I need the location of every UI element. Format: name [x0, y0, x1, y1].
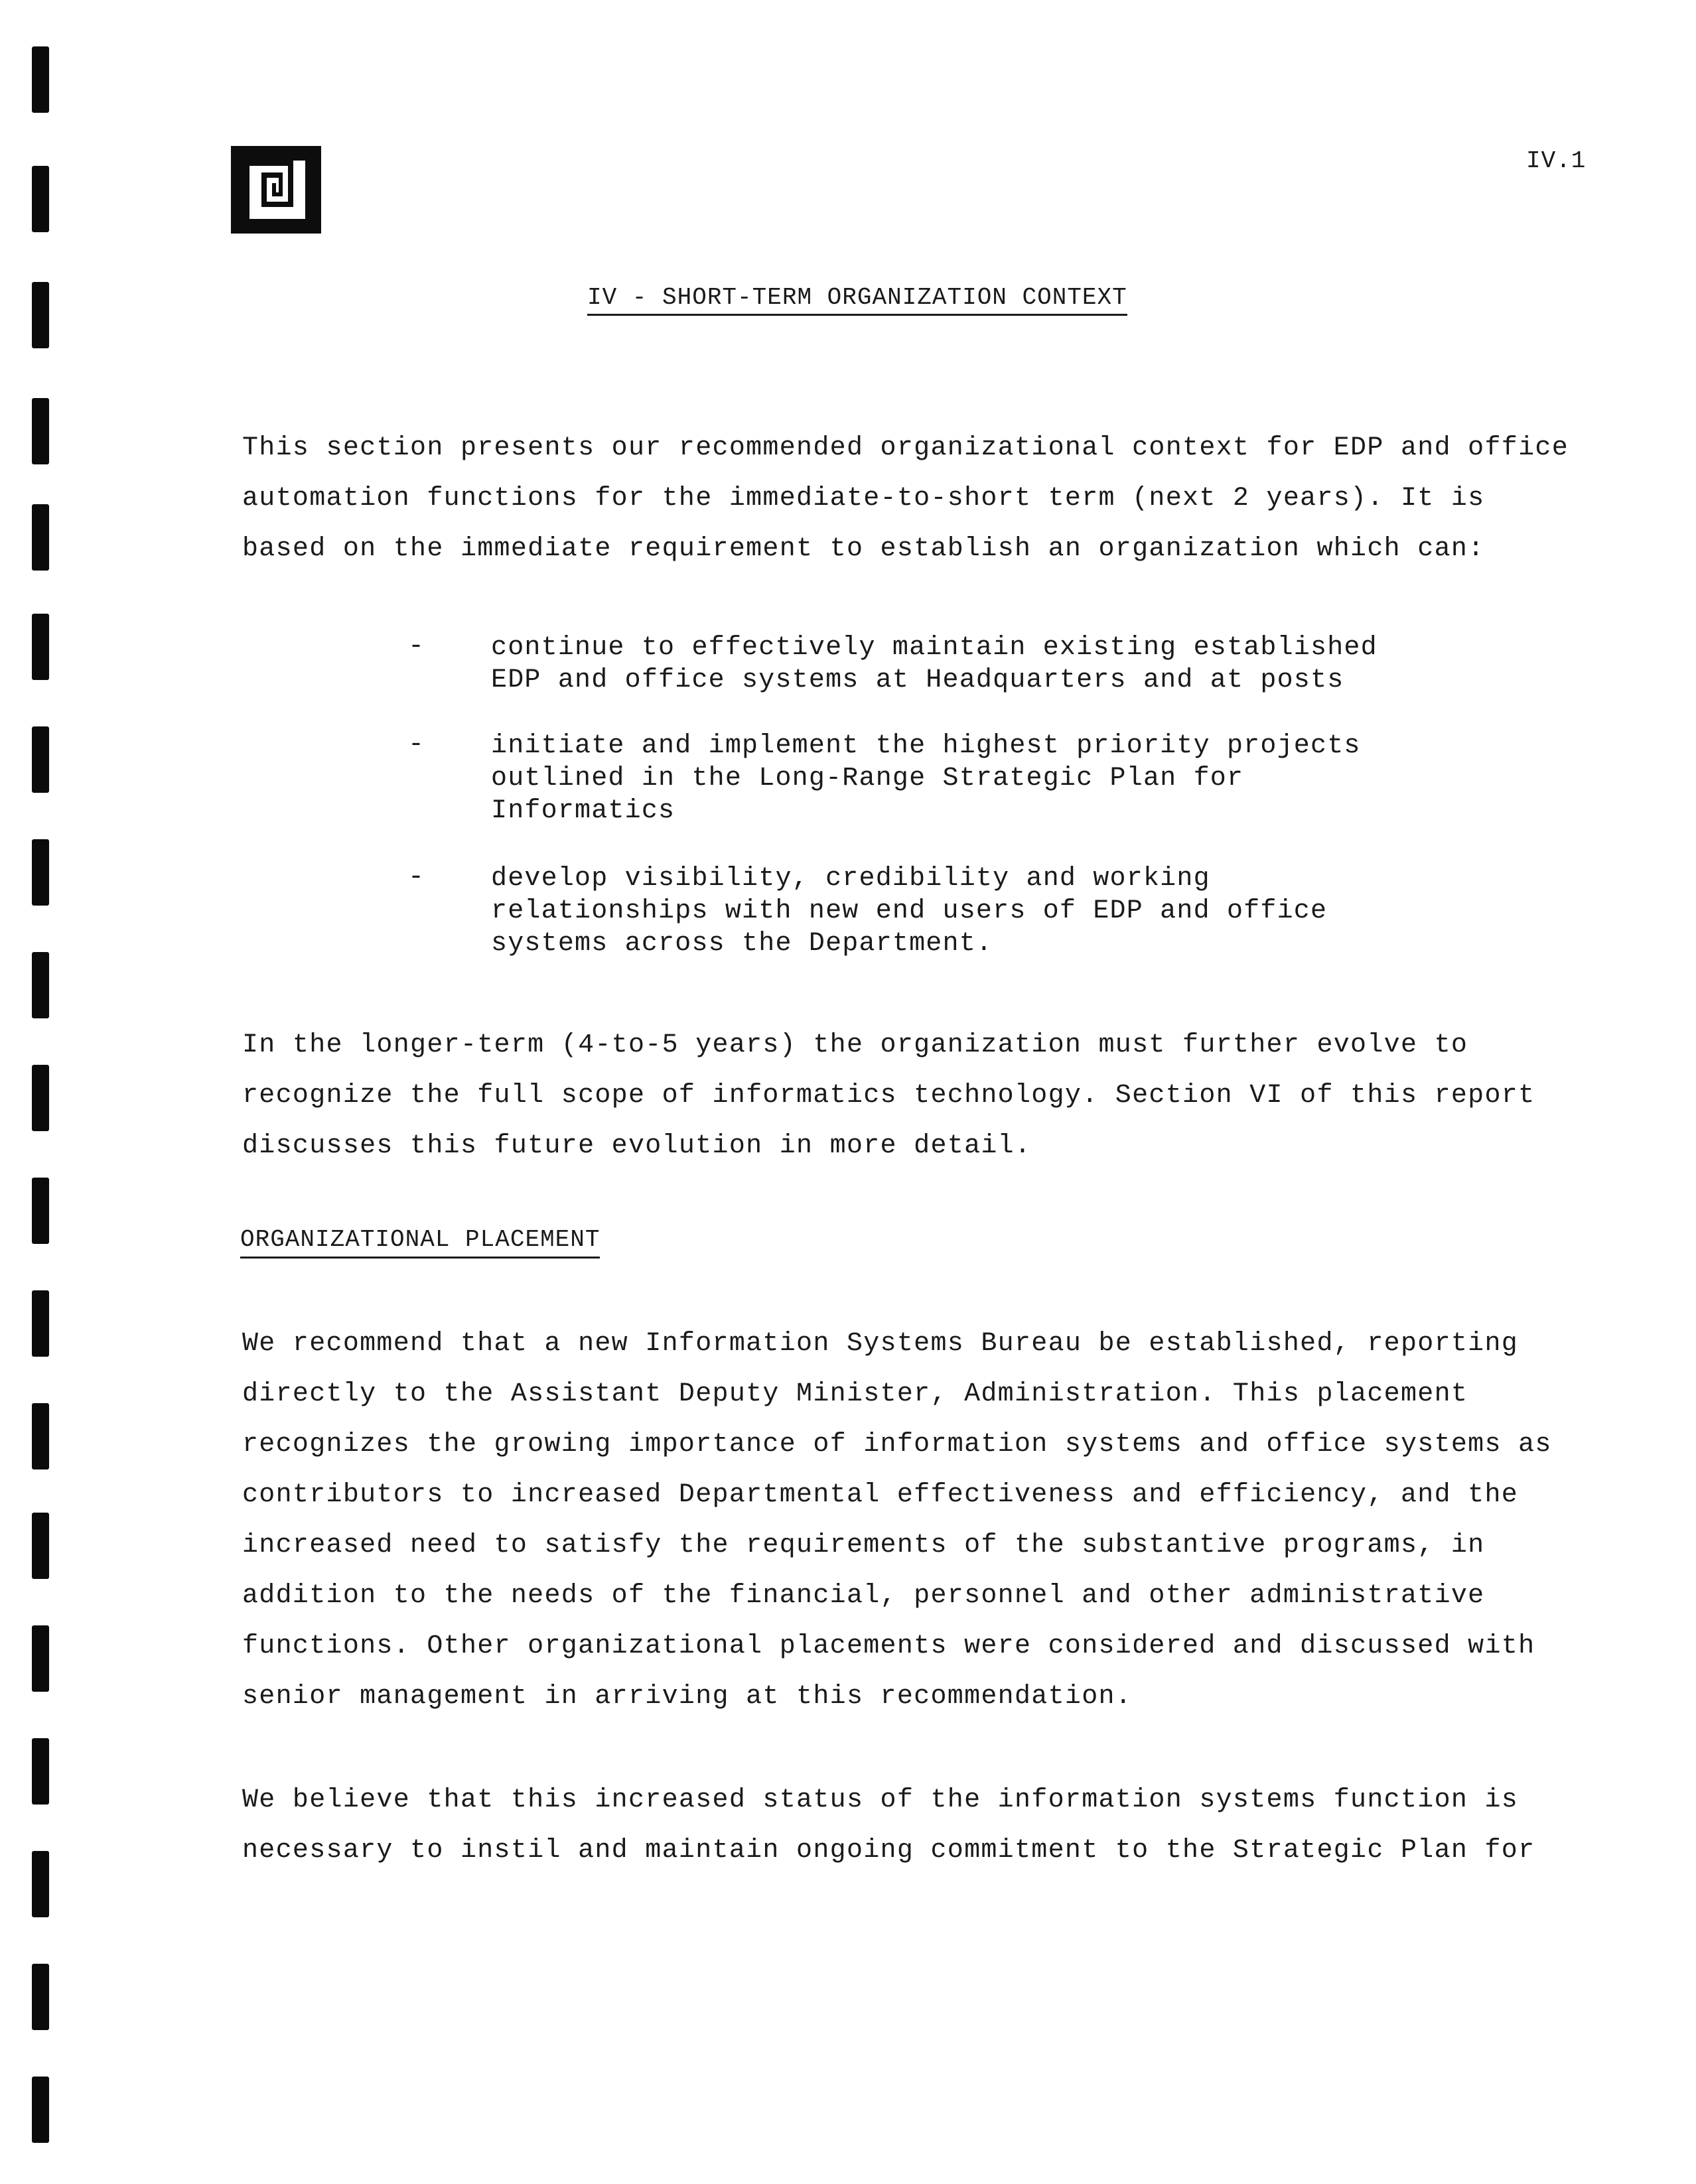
binder-mark	[32, 952, 49, 1018]
section-heading: ORGANIZATIONAL PLACEMENT	[240, 1226, 600, 1259]
bullet-text: continue to effectively maintain existing established EDP and office systems at Headquarters and at posts	[491, 633, 1378, 695]
binder-mark	[32, 2077, 49, 2143]
square-spiral-logo	[231, 146, 321, 234]
binder-mark	[32, 839, 49, 906]
binder-mark	[32, 166, 49, 232]
bullet-text: initiate and implement the highest priority projects outlined in the Long-Range Strategic Plan for Informatics	[491, 731, 1361, 826]
binder-mark	[32, 1964, 49, 2030]
binder-mark	[32, 1065, 49, 1131]
longer-term-paragraph: In the longer-term (4-to-5 years) the organization must further evolve to recognize the full scope of informatics technology. Section VI of this report discusses this future evolution in more detail.	[242, 1030, 1535, 1161]
binder-mark	[32, 614, 49, 680]
binder-mark	[32, 726, 49, 793]
page-title: IV - SHORT-TERM ORGANIZATION CONTEXT	[587, 284, 1127, 316]
intro-paragraph: This section presents our recommended organizational context for EDP and office automation functions for the immediate-to-short term (next 2 years). It is based on the immediate requirement to establish an organization which can:	[242, 433, 1569, 564]
binder-mark	[32, 504, 49, 571]
page-number: IV.1	[1526, 147, 1587, 174]
binder-mark	[32, 282, 49, 348]
binder-mark	[32, 1625, 49, 1692]
binder-mark	[32, 1178, 49, 1244]
bullet-text: develop visibility, credibility and working relationships with new end users of EDP and office systems across the Department.	[491, 864, 1328, 959]
binder-mark	[32, 1513, 49, 1579]
binder-mark	[32, 1290, 49, 1357]
bullet-dash: -	[408, 730, 425, 760]
bullet-dash: -	[408, 632, 425, 661]
binder-mark	[32, 1403, 49, 1469]
binder-mark	[32, 1851, 49, 1917]
binder-mark	[32, 46, 49, 113]
belief-paragraph: We believe that this increased status of the information systems function is necessary to instil and maintain ongoing commitment to the Strategic Plan for	[242, 1785, 1535, 1866]
binder-mark	[32, 1738, 49, 1805]
binder-mark	[32, 398, 49, 464]
placement-paragraph: We recommend that a new Information Systems Bureau be established, reporting directly to the Assistant Deputy Minister, Administration. This placement recognizes the growing importance of information systems and office systems as contributors to increased Departmental effectiveness and efficiency, and the increased need to satisfy the requirements of the substantive programs, in addition to the needs of the financial, personnel and other administrative functions. Other organizational placements were considered and discussed with senior management in arriving at this recommendation.	[242, 1329, 1552, 1712]
bullet-dash: -	[408, 862, 425, 892]
